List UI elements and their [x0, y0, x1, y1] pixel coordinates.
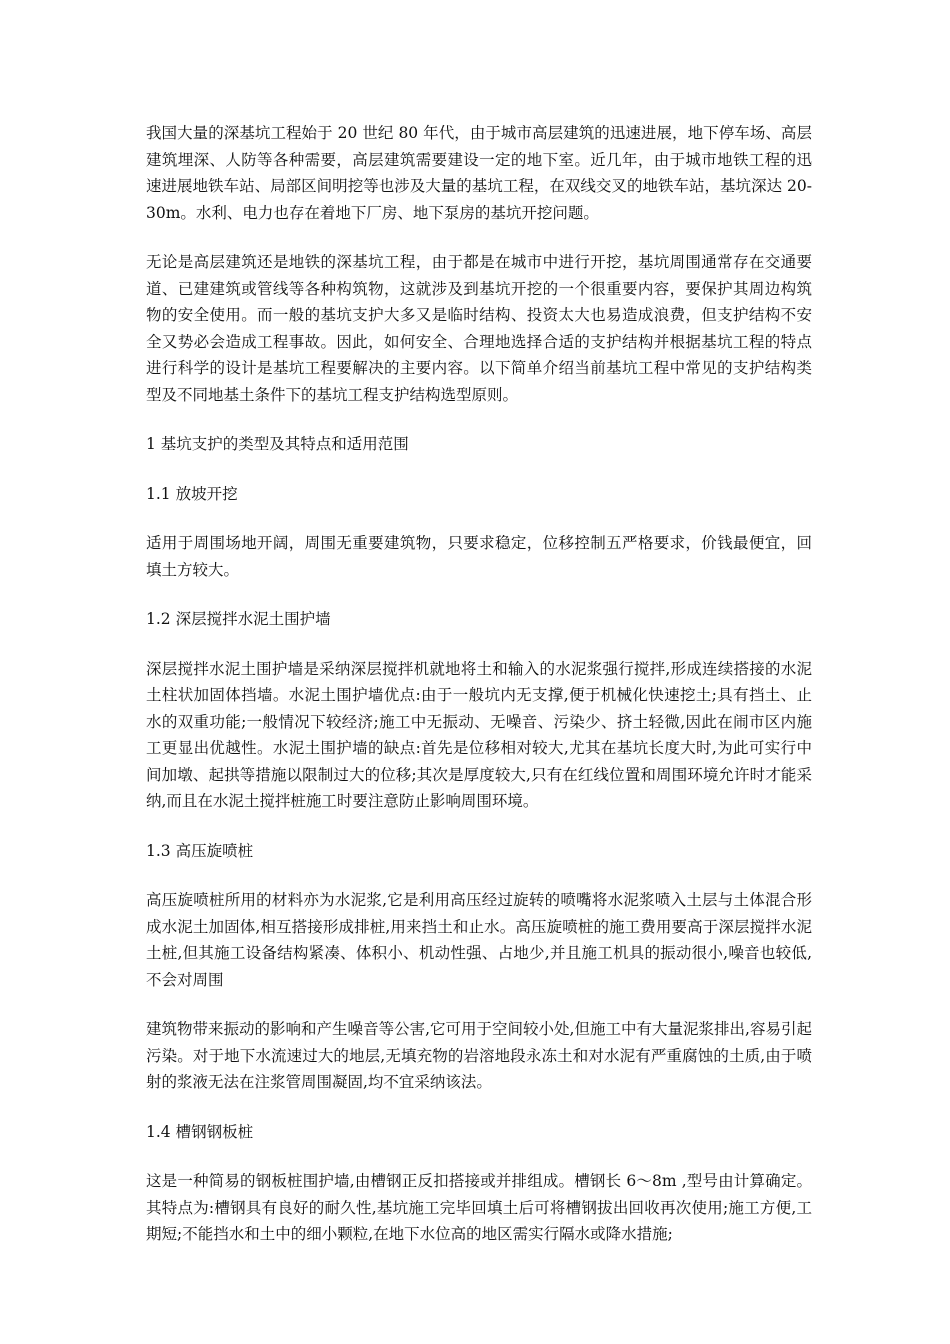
document-body — [146, 120, 812, 1271]
paragraph-jet-grouting-2: 建筑物带来振动的影响和产生噪音等公害,它可用于空间较小处,但施工中有大量泥浆排出,容易引起污染。对于地下水流速过大的地层,无填充物的岩溶地段永冻土和对水泥有严重腐蚀的土质,由于喷射的浆液无法在注浆管周围凝固,均不宜采纳该法。 — [146, 1020, 812, 1091]
section-heading-1: 1 基坑支护的类型及其特点和适用范围 — [146, 435, 409, 453]
section-heading-1-3: 1.3 高压旋喷桩 — [146, 841, 254, 860]
paragraph-urban-excavation: 无论是高层建筑还是地铁的深基坑工程，由于都是在城市中进行开挖，基坑周围通常存在交通要道、已建建筑或管线等各种构筑物，这就涉及到基坑开挖的一个很重要内容，要保护其周边构筑物的安全使用。而一般的基坑支护大多又是临时结构、投资太大也易造成浪费，但支护结构不安全又势必会造成工程事故。因此，如何安全、合理地选择合适的支护结构并根据基坑工程的特点进行科学的设计是基坑工程要解决的主要内容。以下简单介绍当前基坑工程中常见的支护结构类型及不同地基土条件下的基坑工程支护结构选型原则。 — [146, 253, 812, 404]
paragraph-intro-deep-excavation: 我国大量的深基坑工程始于 20 世纪 80 年代，由于城市高层建筑的迅速进展，地下停车场、高层建筑埋深、人防等各种需要，高层建筑需要建设一定的地下室。近几年，由于城市地铁工程的迅速进展地铁车站、局部区间明挖等也涉及大量的基坑工程，在双线交叉的地铁车站，基坑深达 20-30m。水利、电力也存在着地下厂房、地下泵房的基坑开挖问题。 — [146, 124, 812, 222]
section-heading-1-2: 1.2 深层搅拌水泥土围护墙 — [146, 610, 331, 628]
paragraph-cement-soil-wall: 深层搅拌水泥土围护墙是采纳深层搅拌机就地将土和输入的水泥浆强行搅拌,形成连续搭接的水泥土柱状加固体挡墙。水泥土围护墙优点:由于一般坑内无支撑,便于机械化快速挖土;具有挡土、止水的双重功能;一般情况下较经济;施工中无振动、无噪音、污染少、挤土轻微,因此在闹市区内施工更显出优越性。水泥土围护墙的缺点:首先是位移相对较大,尤其在基坑长度大时,为此可实行中间加墩、起拱等措施以限制过大的位移;其次是厚度较大,只有在红线位置和周围环境允许时才能采纳,而且在水泥土搅拌桩施工时要注意防止影响周围环境。 — [146, 659, 812, 810]
paragraph-slope-excavation: 适用于周围场地开阔，周围无重要建筑物，只要求稳定，位移控制五严格要求，价钱最便宜，回填土方较大。 — [146, 534, 812, 579]
paragraph-channel-steel-sheet-pile: 这是一种简易的钢板桩围护墙,由槽钢正反扣搭接或并排组成。槽钢长 6～8m ,型号由计算确定。其特点为:槽钢具有良好的耐久性,基坑施工完毕回填土后可将槽钢拔出回收再次使用;施工方便,工期短;不能挡水和土中的细小颗粒,在地下水位高的地区需实行隔水或降水措施; — [146, 1172, 812, 1243]
paragraph-jet-grouting-1: 高压旋喷桩所用的材料亦为水泥浆,它是利用高压经过旋转的喷嘴将水泥浆喷入土层与土体混合形成水泥土加固体,相互搭接形成排桩,用来挡土和止水。高压旋喷桩的施工费用要高于深层搅拌水泥土桩,但其施工设备结构紧凑、体积小、机动性强、占地少,并且施工机具的振动很小,噪音也较低,不会对周围 — [146, 891, 812, 989]
section-heading-1-4: 1.4 槽钢钢板桩 — [146, 1122, 254, 1141]
section-heading-1-1: 1.1 放坡开挖 — [146, 484, 238, 503]
